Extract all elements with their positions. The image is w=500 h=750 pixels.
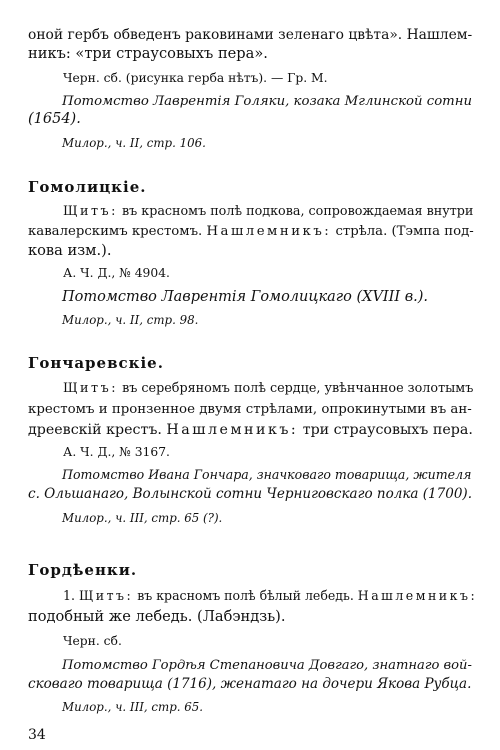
blazon-line xyxy=(28,244,111,259)
continuation-line-2 xyxy=(28,47,268,62)
section-reference: Милор., ч. III, стр. 65 (?). xyxy=(62,511,223,525)
crest-label: Нашлемникъ: xyxy=(166,422,299,438)
intro-reference: Милор., ч. II, стр. 106. xyxy=(62,136,206,150)
blazon-text: въ красномъ полѣ бѣлый лебедь. xyxy=(133,588,358,603)
section-reference: Милор., ч. III, стр. 65. xyxy=(62,700,204,714)
blazon-text: въ серебряномъ полѣ сердце, увѣнчанное золотымъ xyxy=(118,381,474,396)
blazon-text: кавалерскимъ крестомъ. xyxy=(28,224,207,239)
intro-source: Черн. сб. (рисунка герба нѣтъ). — Гр. М. xyxy=(63,71,328,85)
blazon-text: дреевскій крестъ. xyxy=(28,422,167,438)
blazon-text: стрѣла. (Тэмпа под- xyxy=(331,224,474,239)
blazon-line xyxy=(63,206,473,219)
intro-posterity-line-1: Потомство Лаврентія Голяки, козака Мглинской сотни xyxy=(62,94,473,109)
blazon-line xyxy=(28,225,474,238)
shield-label: Щитъ: xyxy=(78,588,134,603)
blazon-line xyxy=(28,423,473,437)
blazon-text: подобный же лебедь. (Лабэндзь). xyxy=(28,608,286,625)
section-heading: Гомолицкіе. xyxy=(28,178,147,196)
posterity-line: с. Ольшанаго, Волынской сотни Черниговскаго полка (1700). xyxy=(28,486,472,502)
shield-label: Щитъ: xyxy=(63,381,119,396)
section-source: Черн. сб. xyxy=(63,634,122,648)
blazon-text: крестомъ и пронзенное двумя стрѣлами, опрокинутыми въ ан- xyxy=(28,402,472,417)
posterity-line: Потомство Гордѣя Степановича Довгаго, знатнаго вой- xyxy=(62,658,472,673)
posterity-line: сковаго товарища (1716), женатаго на дочери Якова Рубца. xyxy=(28,676,472,692)
continuation-line-1 xyxy=(28,29,472,43)
continuation-text: никъ: «три страусовыхъ пера». xyxy=(28,45,268,62)
shield-label: Щитъ: xyxy=(63,204,118,219)
blazon-line xyxy=(28,610,286,625)
blazon-line xyxy=(63,590,477,603)
blazon-line xyxy=(63,383,473,396)
blazon-text: въ красномъ полѣ подкова, сопровождаемая внутри xyxy=(117,204,474,219)
section-source: А. Ч. Д., № 3167. xyxy=(63,445,170,459)
section-reference: Милор., ч. II, стр. 98. xyxy=(62,313,199,327)
crest-label: Нашлемникъ: xyxy=(357,588,478,603)
section-heading: Гончаревскіе. xyxy=(28,354,164,372)
section-source: А. Ч. Д., № 4904. xyxy=(63,266,170,280)
blazon-text: три страусовыхъ пера. xyxy=(298,422,473,438)
item-number: 1. xyxy=(63,588,79,603)
intro-posterity-line-2: (1654). xyxy=(28,111,81,127)
section-heading: Гордѣенки. xyxy=(28,561,138,579)
blazon-text: кова изм.). xyxy=(28,242,112,259)
continuation-text: оной гербъ обведенъ раковинами зеленаго цвѣта». Нашлем- xyxy=(28,27,473,43)
crest-label: Нашлемникъ: xyxy=(206,224,332,239)
posterity-line: Потомство Лаврентія Гомолицкаго (XVIII в.). xyxy=(62,289,429,305)
posterity-line: Потомство Ивана Гончара, значковаго товарища, жителя xyxy=(62,467,472,482)
blazon-line xyxy=(28,403,472,416)
page-number: 34 xyxy=(28,727,46,743)
